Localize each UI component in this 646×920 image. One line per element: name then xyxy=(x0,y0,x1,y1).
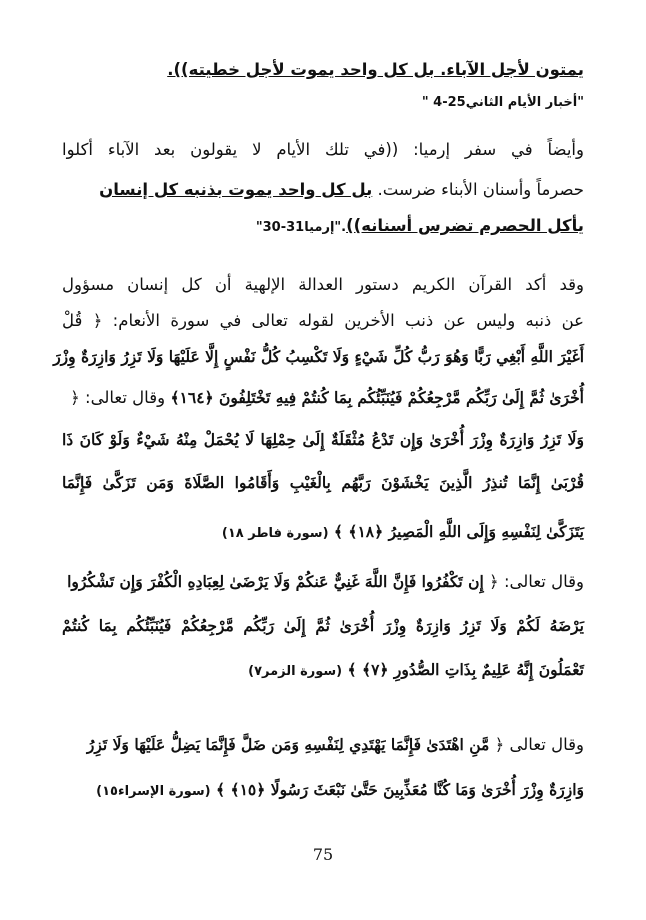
reference-jeremiah: ."إرميا31-30" xyxy=(255,220,347,235)
quote-end-line xyxy=(167,60,584,79)
quote-end-text: يمتون لأجل الآباء. بل كل واحد يموت لأجل خطيته)). xyxy=(167,60,584,79)
verse-anam-text-1: أَغَيْرَ اللَّهِ أَبْغِي رَبًّا وَهُوَ رَبُّ كُلِّ شَيْءٍ وَلَا تَكْسِبُ كُلُّ نَفْسٍ إِلَّا عَلَيْهَا وَلَا تَزِرُ وَازِرَةٌ وِزْرَ xyxy=(53,347,584,366)
paragraph-line-2 xyxy=(62,311,584,330)
page-number: 75 xyxy=(312,845,334,864)
verse-zumar-text-2: يَرْضَهُ لَكُمْ وَلَا تَزِرُ وَازِرَةٌ وِزْرَ أُخْرَىٰ ثُمَّ إِلَىٰ رَبِّكُم مَّرْجِعُكُمْ فَيُنَبِّئُكُم بِمَا كُنتُمْ xyxy=(62,616,584,635)
paragraph-line-1 xyxy=(62,275,584,294)
jeremiah-line-2 xyxy=(99,180,584,199)
verse-fatir-text-1: وَلَا تَزِرُ وَازِرَةٌ وِزْرَ أُخْرَىٰ وَإِن تَدْعُ مُثْقَلَةٌ إِلَىٰ حِمْلِهَا لَا يُحْمَلْ مِنْهُ شَيْءٌ وَلَوْ كَانَ ذَا xyxy=(62,430,584,449)
jeremiah-line-1 xyxy=(62,140,584,159)
verse-fatir-text-2: قُرْبَىٰ إِنَّمَا تُنذِرُ الَّذِينَ يَخْشَوْنَ رَبَّهُم بِالْغَيْبِ وَأَقَامُوا الصَّلَاةَ وَمَن تَزَكَّىٰ فَإِنَّمَا xyxy=(62,473,584,492)
intro-fatir: وقال تعالى: ﴿ xyxy=(70,388,166,407)
verse-anam-text-2: أُخْرَىٰ ثُمَّ إِلَىٰ رَبِّكُم مَّرْجِعُكُمْ فَيُنَبِّئُكُم بِمَا كُنتُمْ فِيهِ تَخْتَلِفُونَ ﴿١٦٤﴾ xyxy=(165,388,584,407)
verse-zumar-line-2 xyxy=(62,616,584,635)
verse-anam-line-1 xyxy=(53,347,584,366)
jeremiah-emphasis-2: يأكل الحصرم تضرس أسنانه)) xyxy=(346,216,584,235)
reference-chronicles-text: "أخبار الأيام الثاني25-4 " xyxy=(421,95,584,110)
intro-isra: وقال تعالى ﴿ xyxy=(489,735,584,754)
verse-zumar-line-1 xyxy=(67,572,584,591)
jeremiah-text-2: حصرماً وأسنان الأبناء ضرست. xyxy=(372,180,584,199)
verse-zumar-text-1: إِن تَكْفُرُوا فَإِنَّ اللَّهَ غَنِيٌّ عَنكُمْ وَلَا يَرْضَىٰ لِعِبَادِهِ الْكُفْرَ وَإِن تَشْكُرُوا xyxy=(67,572,484,591)
reference-zumar: (سورة الزمر٧) xyxy=(248,664,343,679)
intro-zumar: وقال تعالى: ﴿ xyxy=(483,572,584,591)
verse-isra-line-1 xyxy=(87,735,584,754)
verse-isra-line-2 xyxy=(96,780,584,799)
verse-anam-line-2 xyxy=(70,388,584,407)
paragraph-text-2: عن ذنبه وليس عن ذنب الأخرين لقوله تعالى في سورة الأنعام: ﴿ قُلْ xyxy=(62,311,584,330)
verse-fatir-line-2 xyxy=(62,473,584,492)
reference-fatir: (سورة فاطر ١٨) xyxy=(221,526,329,541)
reference-isra: (سورة الإسراء١٥) xyxy=(96,784,211,799)
verse-zumar-text-3: تَعْمَلُونَ إِنَّهُ عَلِيمٌ بِذَاتِ الصُّدُورِ ﴿٧﴾ ﴾ xyxy=(347,660,584,679)
reference-chronicles xyxy=(422,95,584,110)
jeremiah-line-3 xyxy=(256,216,584,235)
verse-isra-text-2: وَازِرَةٌ وِزْرَ أُخْرَىٰ وَمَا كُنَّا مُعَذِّبِينَ حَتَّىٰ نَبْعَثَ رَسُولًا ﴿١٥﴾ ﴾ xyxy=(216,780,584,799)
paragraph-text-1: وقد أكد القرآن الكريم دستور العدالة الإلهية أن كل إنسان مسؤول xyxy=(62,275,584,294)
verse-fatir-line-1 xyxy=(62,430,584,449)
verse-zumar-line-3 xyxy=(248,660,584,679)
verse-fatir-text-3: يَتَزَكَّىٰ لِنَفْسِهِ وَإِلَى اللَّهِ الْمَصِيرُ ﴿١٨﴾ ﴾ xyxy=(333,522,584,541)
verse-fatir-line-3 xyxy=(222,522,584,541)
jeremiah-emphasis-1: بل كل واحد يموت بذنبه كل إنسان xyxy=(99,180,373,199)
jeremiah-text-1: وأيضاً في سفر إرميا: ((في تلك الأيام لا يقولون بعد الآباء أكلوا xyxy=(62,140,584,159)
verse-isra-text-1: مَّنِ اهْتَدَىٰ فَإِنَّمَا يَهْتَدِي لِنَفْسِهِ وَمَن ضَلَّ فَإِنَّمَا يَضِلُّ عَلَيْهَا وَلَا تَزِرُ xyxy=(86,735,490,754)
